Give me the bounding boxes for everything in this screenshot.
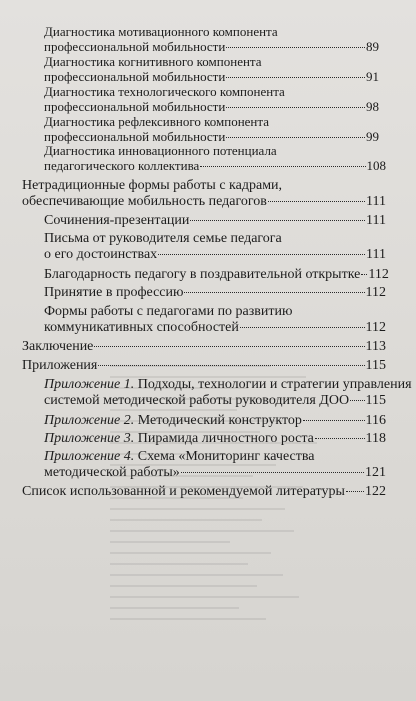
toc-entry-conclusion: [22, 339, 386, 355]
toc-entry-gratitude: [44, 267, 389, 283]
dot-leader: [94, 346, 364, 347]
toc-page-number: 111: [366, 247, 386, 262]
dot-leader: [200, 166, 365, 167]
toc-entry-text: коммуникативных способностей: [44, 320, 239, 335]
toc-entry-text: Нетрадиционные формы работы с кадрами,: [22, 178, 283, 193]
toc-page-number: 115: [365, 358, 386, 373]
toc-entry-text: Список использованной и рекомендуемой литературы: [22, 484, 345, 499]
toc-entry-text: Письма от руководителя семье педагога: [44, 231, 282, 246]
toc-entry-text: Диагностика когнитивного компонента: [44, 54, 262, 69]
dot-leader: [350, 400, 364, 401]
appendix-label: Приложение 3.: [44, 431, 135, 446]
toc-entry-motivational: [44, 24, 379, 54]
toc-page-number: 122: [365, 484, 386, 499]
toc-entry-text: Диагностика инновационного потенциала: [44, 143, 277, 158]
toc-entry-text: профессиональной мобильности: [44, 39, 226, 54]
toc-entry-text: обеспечивающие мобильность педагогов: [22, 194, 267, 209]
toc-page-number: 89: [366, 39, 379, 54]
dot-leader: [226, 107, 365, 108]
toc-entry-essays: [44, 213, 386, 229]
toc-entry-text: Заключение: [22, 339, 94, 354]
toc-entry-text: Диагностика рефлексивного компонента: [44, 114, 269, 129]
toc-entry-text: профессиональной мобильности: [44, 99, 226, 114]
dot-leader: [315, 438, 365, 439]
toc-page-number: 116: [365, 413, 386, 428]
toc-entry-communicative: [44, 304, 386, 336]
dot-leader: [184, 292, 364, 293]
appendix-label: Приложение 2.: [44, 413, 135, 428]
toc-page-number: 108: [366, 158, 386, 173]
dot-leader: [268, 201, 365, 202]
toc-page-number: 113: [365, 339, 386, 354]
toc-entry-acceptance: [44, 285, 386, 301]
toc-page-number: 112: [365, 320, 386, 335]
toc-page-number: 91: [366, 69, 379, 84]
toc-page-number: 118: [365, 431, 386, 446]
toc-entry-letters: [44, 231, 386, 263]
toc-entry-text: системой методической работы руководителя ДОО: [44, 393, 350, 408]
dot-leader: [226, 137, 365, 138]
toc-entry-text: профессиональной мобильности: [44, 129, 226, 144]
toc-entry-appendix-4: [44, 449, 386, 481]
toc-page-number: 99: [366, 129, 379, 144]
toc-entry-nontraditional-forms: [22, 178, 386, 210]
toc-entry-appendix-2: [44, 413, 386, 429]
toc-entry-appendix-1: [44, 377, 412, 409]
dot-leader: [181, 472, 364, 473]
dot-leader: [346, 491, 364, 492]
toc-entry-text: Диагностика технологического компонента: [44, 84, 285, 99]
toc-entry-cognitive: [44, 54, 379, 84]
toc-page-number: 115: [365, 393, 386, 408]
toc-entry-text: педагогического коллектива: [44, 158, 200, 173]
toc-page-number: 112: [365, 285, 386, 300]
dot-leader: [226, 47, 365, 48]
toc-entry-text: Методический конструктор: [137, 413, 302, 428]
dot-leader: [98, 365, 364, 366]
toc-entry-text: Пирамида личностного роста: [137, 431, 314, 446]
toc-entry-text: Благодарность педагогу в поздравительной открытке: [44, 267, 361, 282]
toc-entry-appendix-3: [44, 431, 386, 447]
dot-leader: [361, 274, 367, 275]
toc-page-number: 121: [365, 465, 386, 480]
appendix-label: Приложение 4.: [44, 449, 135, 464]
toc-page-number: 112: [368, 267, 389, 282]
dot-leader: [240, 327, 365, 328]
toc-entry-reflexive: [44, 114, 379, 144]
toc-entry-text: о его достоинствах: [44, 247, 158, 262]
dot-leader: [190, 220, 365, 221]
toc-entry-text: Сочинения-презентации: [44, 213, 190, 228]
toc-entry-text: Диагностика мотивационного компонента: [44, 24, 278, 39]
toc-entry-bibliography: [22, 484, 386, 500]
toc-page-number: 111: [366, 194, 386, 209]
toc-entry-text: профессиональной мобильности: [44, 69, 226, 84]
toc-entry-innovative: [44, 143, 386, 173]
toc-entry-technological: [44, 84, 379, 114]
dot-leader: [303, 420, 365, 421]
toc-entry-text: Принятие в профессию: [44, 285, 184, 300]
toc-entry-text: Формы работы с педагогами по развитию: [44, 304, 293, 319]
toc-page-number: 98: [366, 99, 379, 114]
appendix-label: Приложение 1.: [44, 377, 135, 392]
toc-page-number: 111: [366, 213, 386, 228]
dot-leader: [226, 77, 365, 78]
toc-entry-text: методической работы»: [44, 465, 180, 480]
toc-entry-appendices: [22, 358, 386, 374]
toc-entry-text: Приложения: [22, 358, 98, 373]
toc-entry-text: Подходы, технологии и стратегии управления: [137, 377, 412, 392]
toc-entry-text: Схема «Мониторинг качества: [137, 449, 315, 464]
dot-leader: [158, 254, 365, 255]
